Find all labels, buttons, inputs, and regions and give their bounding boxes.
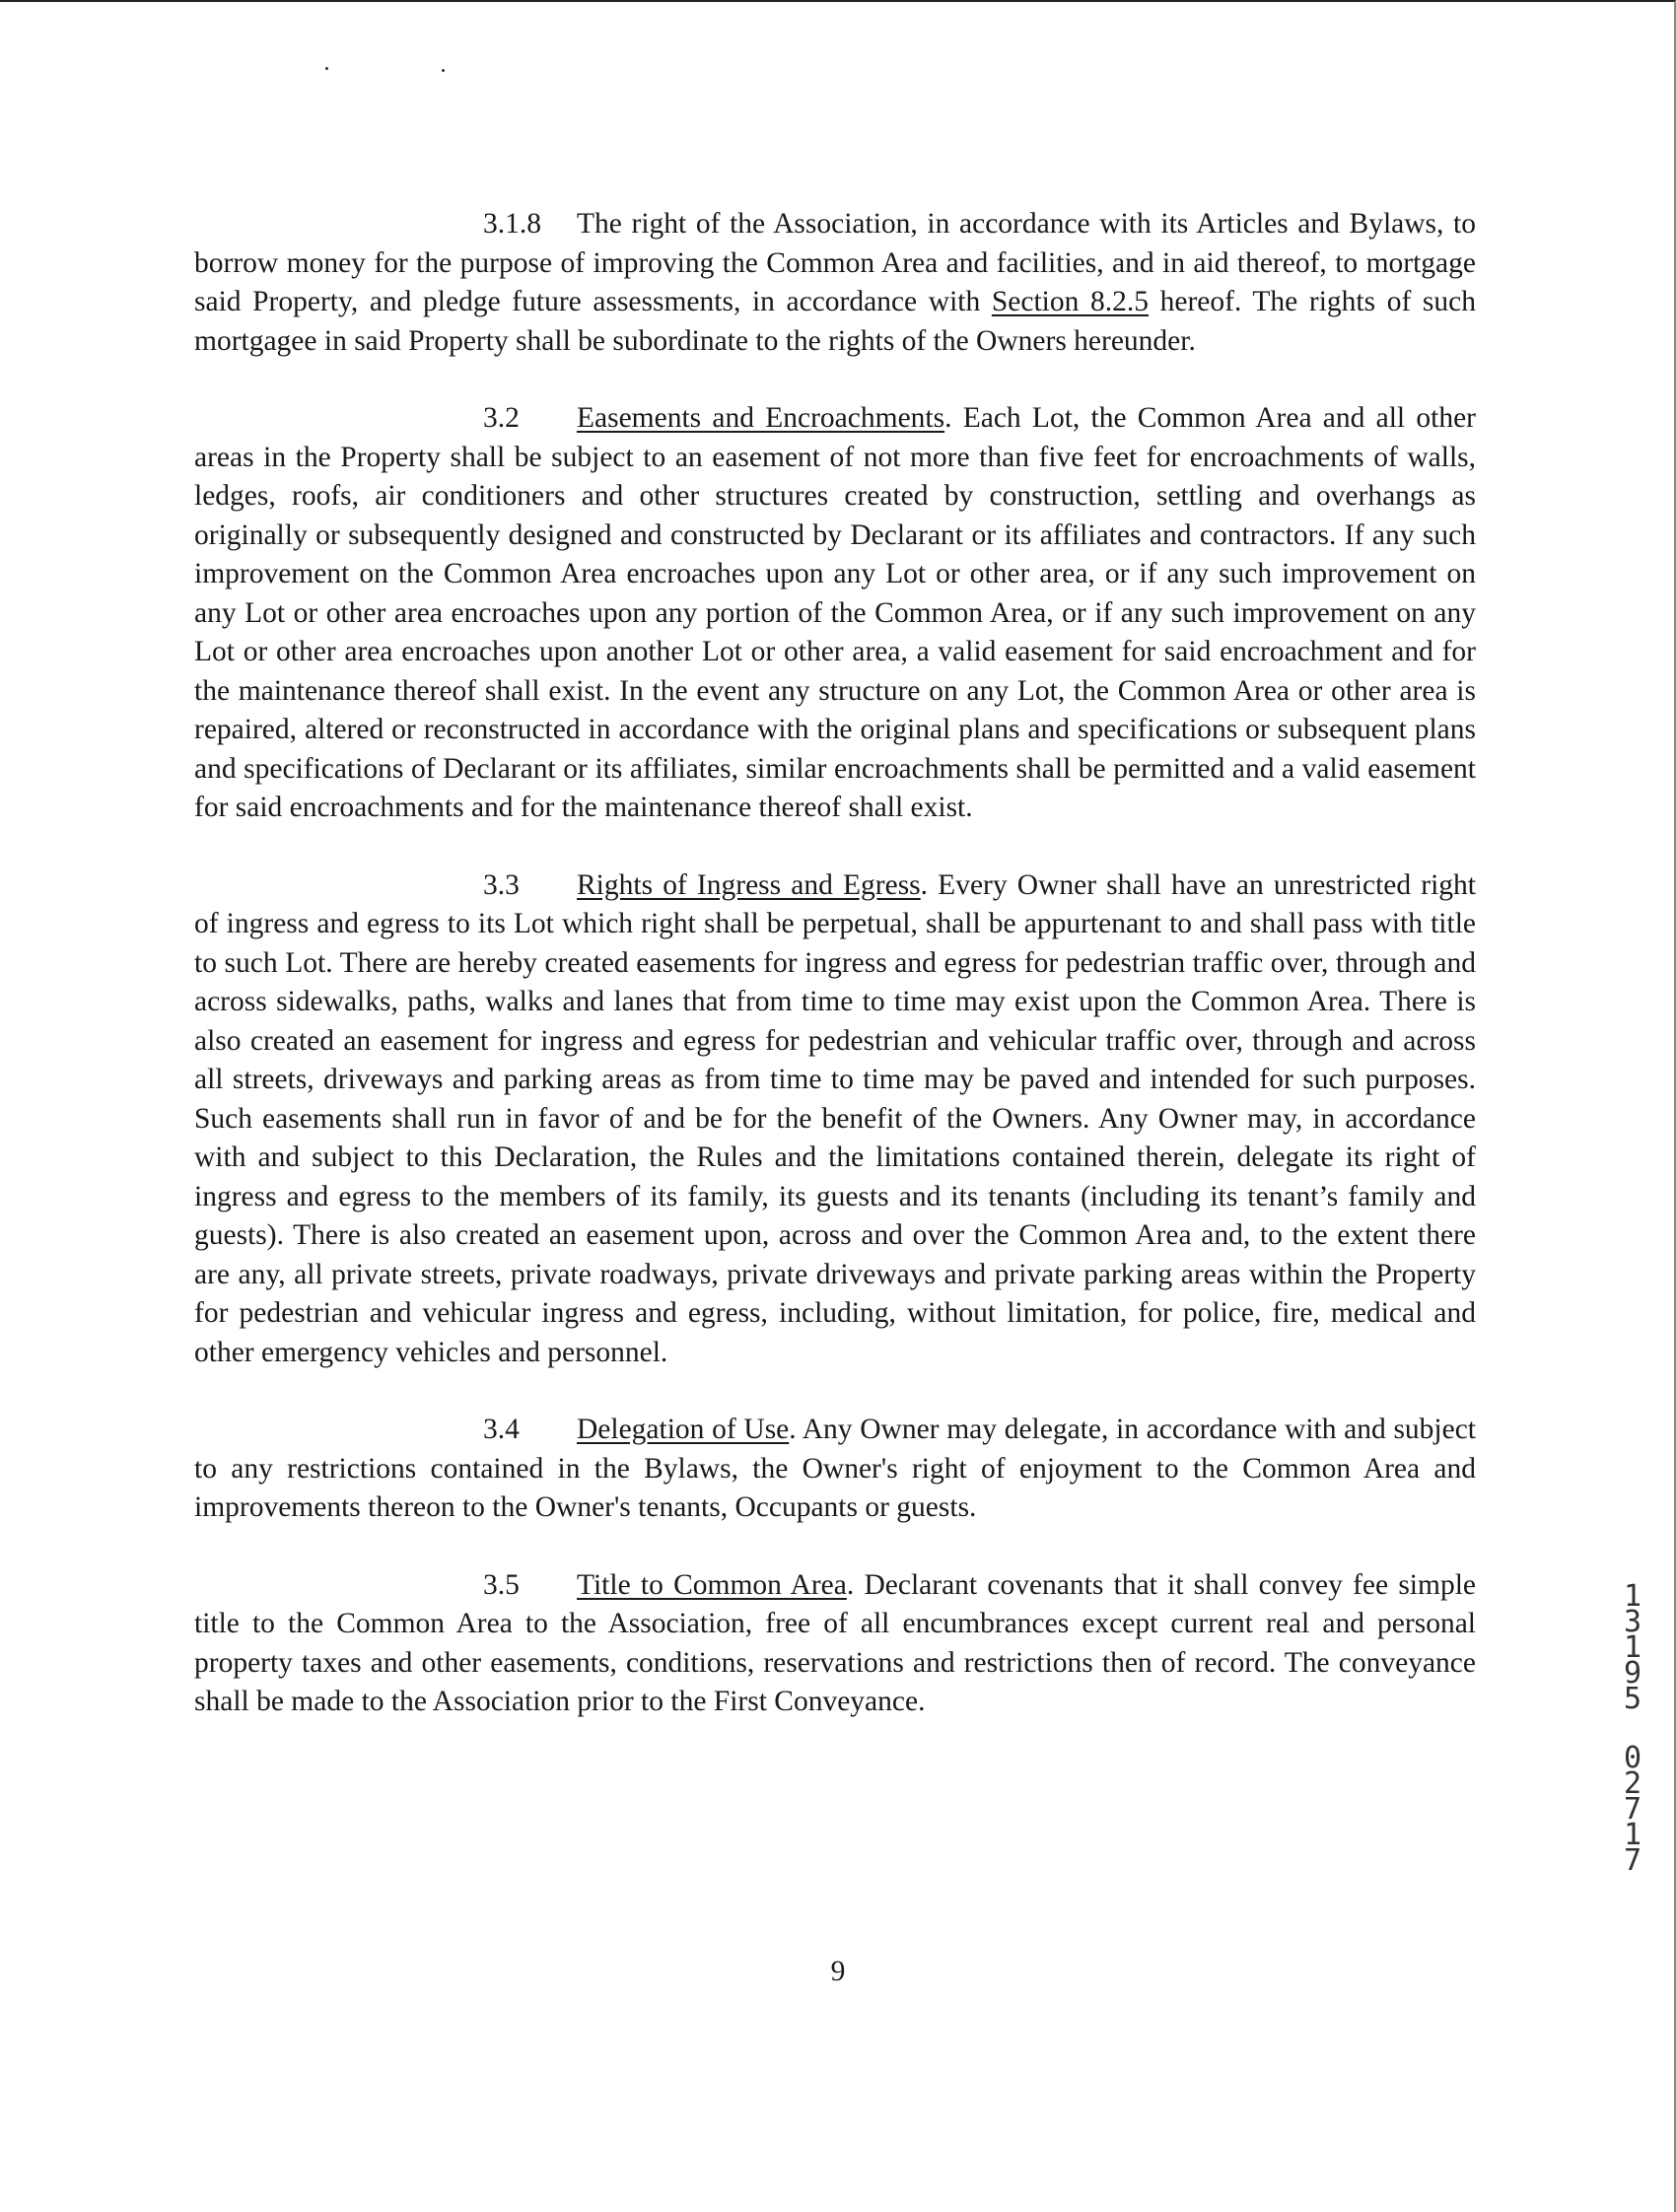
section-heading: Title to Common Area: [577, 1568, 847, 1601]
paragraph-text: . Any Owner may delegate, in accordance with and subject to any restrictions contained in the Bylaws, the Owner's right of enjoyment to the Common Area and improvements thereon to the Owner's tenants, Occupants or guests.: [194, 1414, 1477, 1523]
section-number: 3.5: [483, 1568, 520, 1601]
stamp-digit: 5: [1623, 1682, 1642, 1716]
paragraph-3-4: [194, 1411, 1476, 1528]
document-body: [194, 205, 1476, 1761]
section-number: 3.1.8: [483, 208, 541, 240]
paragraph-3-5: [194, 1566, 1476, 1722]
section-number: 3.4: [483, 1414, 520, 1445]
stamp-digit: 1: [1623, 1818, 1642, 1852]
paragraph-text: . Each Lot, the Common Area and all other areas in the Property shall be subject to an easement of not more than five feet for encroachments of walls, ledges, roofs, air conditioners and other structures created by construction, settling and overhangs as originally or subsequently designed and constructed by Declarant or its affiliates and contractors. If any such improvement on the Common Area encroaches upon any Lot or other area, or if any such improvement on any Lot or other area encroaches upon any portion of the Common Area, or if any such improvement on any Lot or other area encroaches upon another Lot or other area, a valid easement for said encroachment and for the maintenance thereof shall exist. In the event any structure on any Lot, the Common Area or other area is repaired, altered or reconstructed in accordance with the original plans and specifications or subsequent plans and specifications of Declarant or its affiliates, similar encroachments shall be permitted and a valid easement for said encroachments and for the maintenance thereof shall exist.: [194, 402, 1476, 823]
paragraph-text: . Every Owner shall have an unrestricted right of ingress and egress to its Lot which right shall be perpetual, shall be appurtenant to and shall pass with title to such Lot. There are hereby created easements for ingress and egress for pedestrian traffic over, through and across sidewalks, paths, walks and lanes that from time to time may exist upon the Common Area. There is also created an easement for ingress and egress for pedestrian and vehicular traffic over, through and across all streets, driveways and parking areas as from time to time may be paved and intended for such purposes. Such easements shall run in favor of and be for the benefit of the Owners. Any Owner may, in accordance with and subject to this Declaration, the Rules and the limitations contained therein, delegate its right of ingress and egress to the members of its family, its guests and its tenants (including its tenant’s family and guests). There is also created an easement upon, across and over the Common Area and, to the extent there are any, all private streets, private roadways, private driveways and private parking areas within the Property for pedestrian and vehicular ingress and egress, including, without limitation, for police, fire, medical and other emergency vehicles and personnel.: [194, 868, 1476, 1368]
stamp-digit: 0: [1623, 1741, 1642, 1775]
section-number: 3.2: [483, 402, 520, 434]
page-number: 9: [830, 1956, 846, 1987]
stamp-digit: 2: [1623, 1766, 1642, 1801]
section-number: 3.3: [483, 868, 520, 901]
paragraph-text: The right of the Association, in accordance with its Articles and Bylaws, to borrow money for the purpose of improving the Common Area and facilities, and in aid thereof, to mortgage said Property, and pledge future assessments, in accordance with: [194, 208, 1476, 317]
section-heading: Easements and Encroachments: [577, 402, 945, 434]
paragraph-text: hereof. The rights of such mortgagee in said Property shall be subordinate to the rights of the Owners hereunder.: [194, 286, 1476, 357]
paragraph-text: . Declarant covenants that it shall convey fee simple title to the Common Area to the Association, free of all encumbrances except current real and personal property taxes and other easements, conditions, reservations and restrictions then of record. The conveyance shall be made to the Association prior to the First Conveyance.: [194, 1568, 1476, 1717]
scan-specks: [325, 61, 463, 81]
stamp-digit: 1: [1623, 1579, 1642, 1614]
stamp-digit: 7: [1623, 1843, 1642, 1878]
section-reference: Section 8.2.5: [991, 286, 1149, 317]
stamp-digit: 7: [1623, 1792, 1642, 1827]
stamp-digit: 3: [1623, 1605, 1642, 1639]
paragraph-3-1-8: [194, 205, 1476, 361]
recording-stamp: [1613, 1579, 1652, 1878]
paragraph-3-2: [194, 399, 1476, 828]
section-heading: Delegation of Use: [577, 1414, 790, 1445]
section-heading: Rights of Ingress and Egress: [577, 868, 921, 901]
stamp-digit: 1: [1623, 1630, 1642, 1665]
stamp-digit: 9: [1623, 1656, 1642, 1691]
paragraph-3-3: [194, 866, 1476, 1373]
